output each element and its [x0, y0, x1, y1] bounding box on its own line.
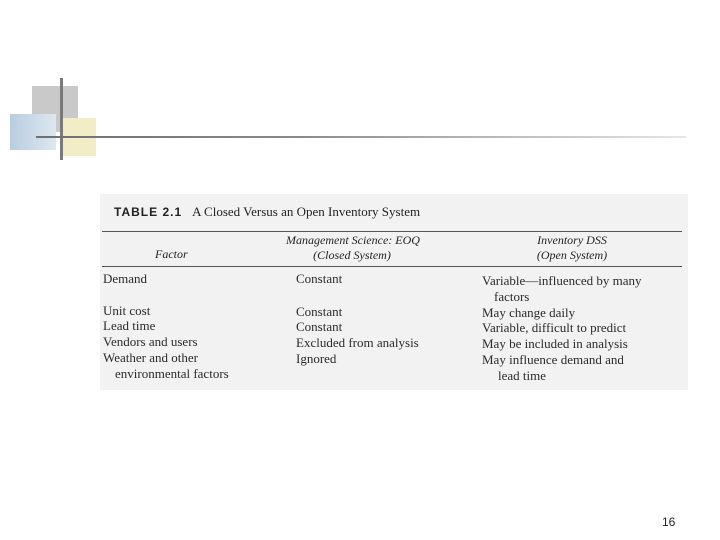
table-cell-dss: May change daily [482, 305, 576, 320]
table-cell-factor: Unit cost [103, 303, 151, 318]
table-title [114, 204, 420, 220]
table-cell-dss: May be included in analysis [482, 336, 628, 351]
table-label: TABLE 2.1 [114, 205, 183, 219]
table-cell-dss-cont: factors [494, 289, 530, 304]
header-dss-line2: (Open System) [536, 248, 608, 262]
header-dss [520, 233, 624, 263]
table-header-rule [102, 266, 682, 267]
table-cell-dss: May influence demand and [482, 352, 624, 367]
table-cell-factor: Weather and other [103, 350, 198, 365]
header-eoq-line2: (Closed System) [313, 248, 391, 262]
table-caption: A Closed Versus an Open Inventory System [192, 204, 421, 219]
table-cell-dss-cont: lead time [498, 368, 547, 383]
table-cell-factor: Demand [103, 271, 148, 286]
header-eoq [286, 233, 418, 263]
header-factor: Factor [155, 247, 188, 261]
decor-horizontal-line [36, 136, 686, 138]
table-cell-factor: Vendors and users [103, 334, 198, 349]
table-cell-factor: Lead time [103, 318, 156, 333]
table-cell-dss: Variable—influenced by many [482, 273, 642, 288]
header-dss-line1: Inventory DSS [537, 233, 607, 247]
table-cell-eoq: Ignored [296, 351, 337, 366]
table-cell-eoq: Constant [296, 304, 343, 319]
table-cell-factor-cont: environmental factors [115, 366, 229, 381]
table-cell-eoq: Constant [296, 319, 343, 334]
table-cell-eoq: Constant [296, 271, 343, 286]
decor-blue-square [10, 114, 56, 150]
table-top-rule [102, 231, 682, 232]
header-eoq-line1: Management Science: EOQ [286, 233, 420, 247]
table-cell-eoq: Excluded from analysis [296, 335, 419, 350]
page-number: 16 [662, 515, 676, 529]
decor-vertical-line [60, 78, 63, 160]
table-cell-dss: Variable, difficult to predict [482, 320, 627, 335]
